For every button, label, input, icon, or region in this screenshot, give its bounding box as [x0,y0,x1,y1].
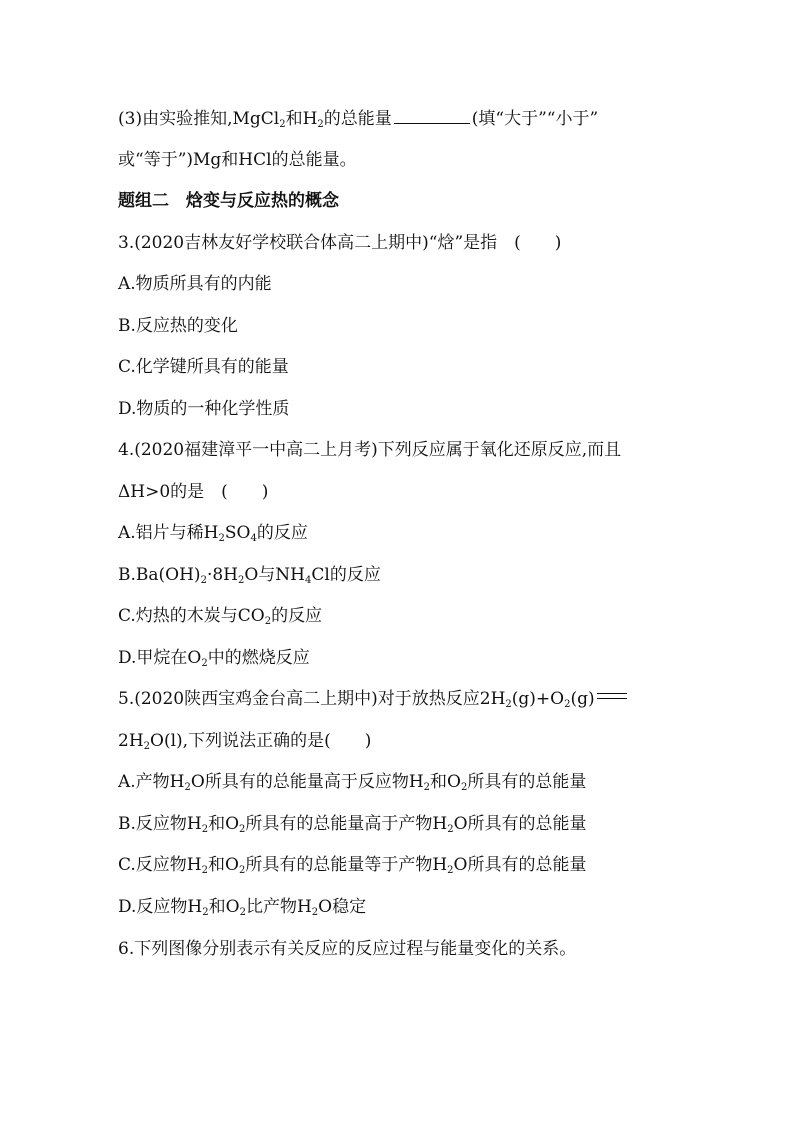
q2-part3-line2: 或“等于”)Mg和HCl的总能量。 [118,150,357,170]
q3-option-d: D.物质的一种化学性质 [118,399,290,419]
reaction-equals-sign [597,693,627,699]
q4-stem-line2: ΔH>0的是 ( ) [118,482,269,502]
q4-option-c: C.灼热的木炭与$CO_2$的反应 [118,606,323,627]
section-title: 题组二 焓变与反应热的概念 [118,191,339,211]
answer-blank[interactable] [394,107,470,124]
q3-option-b: B.反应热的变化 [118,316,238,336]
q5-option-d: D.反应物$H_2$和$O_2$比产物$H_2O$稳定 [118,897,367,918]
q3-option-a: A.物质所具有的内能 [118,274,272,294]
q5-stem-line2: $2H_2O(l)$,下列说法正确的是( ) [118,731,372,752]
q4-option-d: D.甲烷在$O_2$中的燃烧反应 [118,648,310,669]
q5-option-c: C.反应物$H_2$和$O_2$所具有的总能量等于产物$H_2O$所具有的总能量 [118,855,587,876]
q3-option-c: C.化学键所具有的能量 [118,357,289,377]
q4-option-a: A.铝片与稀$H_2SO_4$的反应 [118,523,308,544]
q6-stem: 6.下列图像分别表示有关反应的反应过程与能量变化的关系。 [118,939,577,959]
q5-option-b: B.反应物$H_2$和$O_2$所具有的总能量高于产物$H_2O$所具有的总能量 [118,814,587,835]
q5-option-a: A.产物$H_2O$所具有的总能量高于反应物$H_2$和$O_2$所具有的总能量 [118,772,587,793]
q4-stem-line1: 4.(2020福建漳平一中高二上月考)下列反应属于氧化还原反应,而且 [118,440,622,460]
q4-option-b: $B.Ba(OH)_2\cdot 8H_2O$与$NH_4Cl$的反应 [118,565,381,586]
q5-stem-line1: 5.(2020陕西宝鸡金台高二上期中)对于放热反应$2H_2(g)+O_2(g)$ [118,686,627,712]
q3-stem: 3.(2020吉林友好学校联合体高二上期中)“焓”是指 ( ) [118,233,562,253]
q2-part3-line1: (3)由实验推知,MgCl$_2$和$H_2$的总能量 (填“大于”“小于” [118,109,599,130]
